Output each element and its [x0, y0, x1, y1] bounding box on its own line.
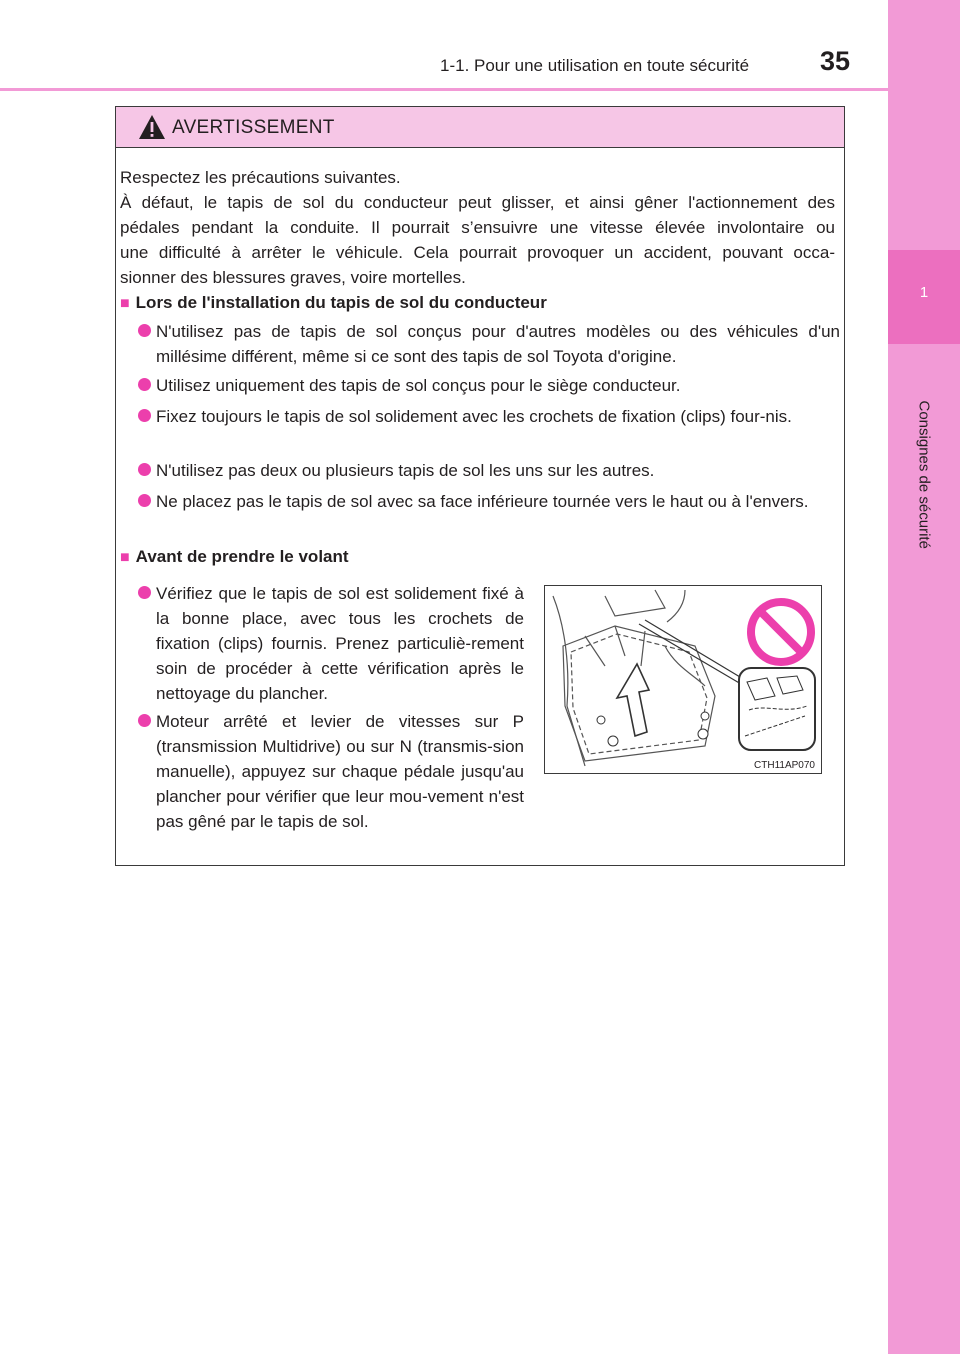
- warning-triangle-icon: [138, 114, 166, 140]
- header-rule: [0, 88, 888, 91]
- floor-mat-drawing: [545, 586, 821, 773]
- bullet-dot-icon: [138, 586, 151, 599]
- bullet-dot-icon: [138, 378, 151, 391]
- section-heading-text: Avant de prendre le volant: [135, 547, 349, 566]
- list-item-text: Fixez toujours le tapis de sol solidement avec les crochets de fixation (clips) four-nis.: [156, 407, 792, 426]
- bullet-dot-icon: [138, 714, 151, 727]
- warning-title: AVERTISSEMENT: [172, 117, 335, 138]
- list-item: [138, 489, 840, 514]
- bullet-dot-icon: [138, 463, 151, 476]
- floor-mat-illustration: [544, 585, 822, 774]
- list-item-text: Vérifiez que le tapis de sol est solidement fixé à la bonne place, avec tous les crochets de fixation (clips) fournis. Prenez particuliè-rement soin de procéder à cette vérification après le nettoyage du plancher.: [156, 584, 524, 703]
- list-item: [138, 458, 840, 483]
- intro-line: Respectez les précautions suivantes.: [120, 168, 401, 187]
- list-item: [138, 404, 840, 429]
- section-heading-text: Lors de l'installation du tapis de sol du conducteur: [135, 293, 547, 312]
- bullet-dot-icon: [138, 409, 151, 422]
- figure-caption: CTH11AP070: [754, 760, 815, 771]
- square-bullet-icon: ■: [120, 549, 130, 566]
- side-tab: [888, 0, 960, 1354]
- warning-box: [115, 106, 845, 866]
- list-item: [138, 319, 840, 369]
- warning-intro: [120, 165, 835, 290]
- warning-header: [116, 107, 844, 148]
- section-heading-installation: [120, 290, 547, 316]
- list-item-text: N'utilisez pas de tapis de sol conçus pour d'autres modèles ou des véhicules d'un millésime différent, même si ce sont des tapis de sol Toyota d'origine.: [156, 322, 840, 366]
- list-item-text: Ne placez pas le tapis de sol avec sa face inférieure tournée vers le haut ou à l'envers.: [156, 492, 809, 511]
- intro-line: une difficulté à arrêter le véhicule. Cela pourrait provoquer un accident, pouvant occa-: [120, 243, 835, 262]
- square-bullet-icon: ■: [120, 295, 130, 312]
- list-item: [138, 709, 524, 834]
- chapter-title: Consignes de sécurité: [915, 400, 933, 549]
- bullet-dot-icon: [138, 324, 151, 337]
- section-title: 1-1. Pour une utilisation en toute sécurité: [440, 56, 750, 75]
- intro-line: sionner des blessures graves, voire mortelles.: [120, 268, 466, 287]
- bullet-dot-icon: [138, 494, 151, 507]
- intro-line: pédales pendant la conduite. Il pourrait s’ensuivre une vitesse élevée involontaire ou: [120, 218, 835, 237]
- list-item-text: N'utilisez pas deux ou plusieurs tapis de sol les uns sur les autres.: [156, 461, 655, 480]
- intro-line: À défaut, le tapis de sol du conducteur peut glisser, et ainsi gêner l'actionnement des: [120, 193, 835, 212]
- chapter-number: 1: [919, 284, 929, 301]
- section-heading-before-driving: [120, 544, 349, 570]
- list-item-text: Utilisez uniquement des tapis de sol conçus pour le siège conducteur.: [156, 376, 681, 395]
- list-item-text: Moteur arrêté et levier de vitesses sur P (transmission Multidrive) ou sur N (transmis-sion manuelle), appuyez sur chaque pédale jusqu'au plancher pour vérifier que leur mou-vement n'est pas gêné par le tapis de sol.: [156, 712, 524, 831]
- list-item: [138, 373, 840, 398]
- page-number: 35: [820, 46, 851, 76]
- list-item: [138, 581, 524, 706]
